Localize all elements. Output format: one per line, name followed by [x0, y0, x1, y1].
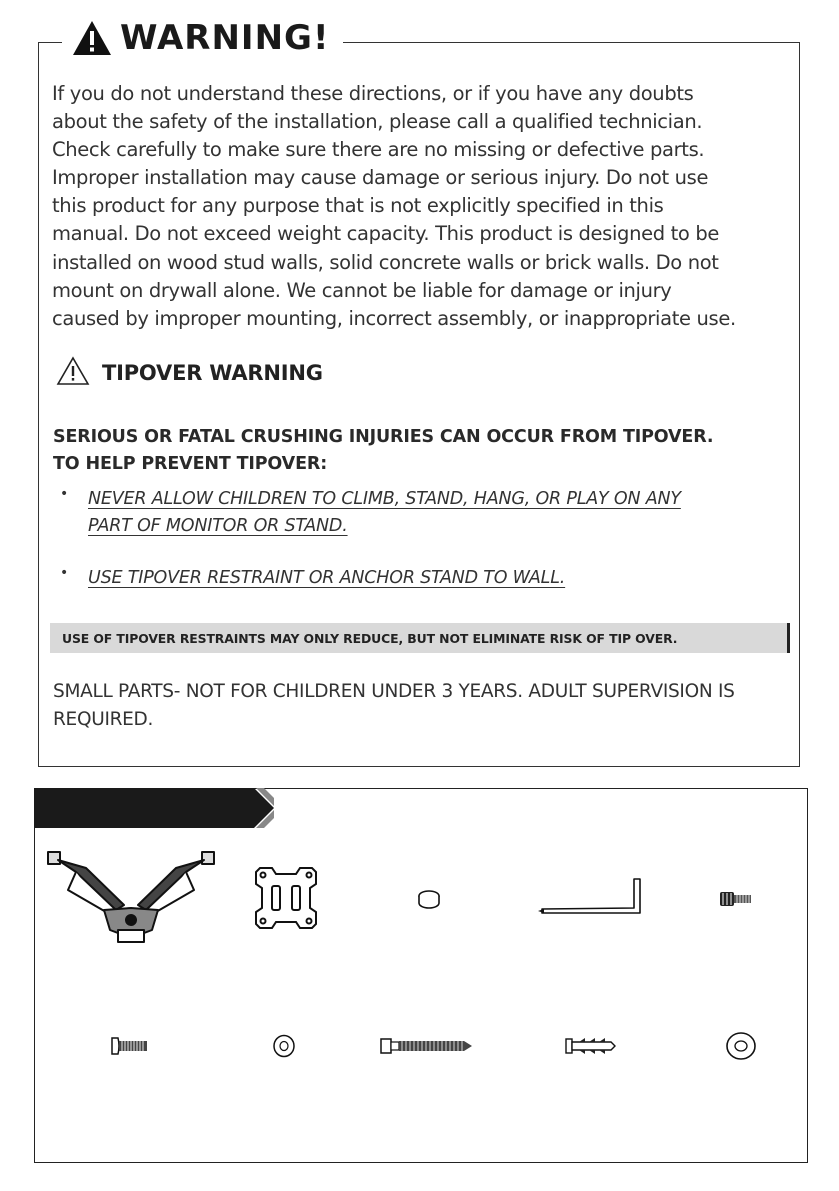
bullet-line: USE TIPOVER RESTRAINT OR ANCHOR STAND TO WALL.	[88, 568, 566, 588]
bullet-dot: •	[60, 486, 69, 502]
vesa-adapter-plate-icon	[252, 864, 320, 936]
warning-line: installed on wood stud walls, solid concrete walls or brick walls. Do not	[52, 250, 719, 274]
warning-line: about the safety of the installation, please call a qualified technician.	[52, 110, 703, 134]
dual-monitor-arm-icon	[46, 850, 216, 949]
lag-bolt-icon	[380, 1036, 474, 1060]
warning-title: WARNING!	[120, 18, 330, 58]
warning-line: If you do not understand these directions, or if you have any doubts	[52, 82, 694, 105]
spacer-icon	[416, 889, 442, 915]
parts-header-banner	[34, 788, 274, 828]
restraint-notice: USE OF TIPOVER RESTRAINTS MAY ONLY REDUCE, BUT NOT ELIMINATE RISK OF TIP OVER.	[62, 630, 678, 646]
warning-paragraph	[52, 80, 797, 333]
caution-triangle-icon	[56, 356, 90, 390]
restraint-notice-bar	[50, 623, 790, 653]
large-washer-icon	[725, 1031, 757, 1065]
warning-line: this product for any purpose that is not explicitly specified in this	[52, 194, 664, 218]
bullet-item	[60, 565, 566, 592]
warning-triangle-icon	[72, 20, 112, 56]
bullet-item	[60, 486, 681, 540]
warning-line: mount on drywall alone. We cannot be liable for damage or injury	[52, 278, 672, 302]
tipover-header	[56, 356, 323, 390]
small-washer-icon	[272, 1034, 296, 1062]
machine-screw-icon	[110, 1036, 150, 1060]
warning-line: caused by improper mounting, incorrect assembly, or inappropriate use.	[52, 306, 736, 330]
allen-key-icon	[538, 877, 648, 921]
bullet-line: PART OF MONITOR OR STAND.	[88, 516, 348, 536]
bullet-line: NEVER ALLOW CHILDREN TO CLIMB, STAND, HANG, OR PLAY ON ANY	[88, 489, 681, 509]
serious-line: SERIOUS OR FATAL CRUSHING INJURIES CAN OCCUR FROM TIPOVER.	[53, 427, 714, 447]
small-parts-line: SMALL PARTS- NOT FOR CHILDREN UNDER 3 YEARS. ADULT SUPERVISION IS	[53, 681, 735, 702]
tipover-title: TIPOVER WARNING	[102, 361, 323, 385]
warning-line: Check carefully to make sure there are no missing or defective parts.	[52, 138, 705, 162]
serious-line: TO HELP PREVENT TIPOVER:	[53, 454, 328, 474]
warning-line: manual. Do not exceed weight capacity. This product is designed to be	[52, 222, 720, 246]
wall-anchor-icon	[565, 1035, 617, 1061]
parts-box	[34, 788, 808, 1163]
warning-header	[62, 8, 343, 68]
small-parts-line: REQUIRED.	[53, 709, 154, 730]
warning-line: Improper installation may cause damage or serious injury. Do not use	[52, 166, 709, 190]
bullet-dot: •	[60, 565, 69, 581]
serious-injury-notice	[53, 424, 713, 478]
thumb-screw-icon	[719, 890, 753, 912]
small-parts-warning	[53, 678, 735, 734]
